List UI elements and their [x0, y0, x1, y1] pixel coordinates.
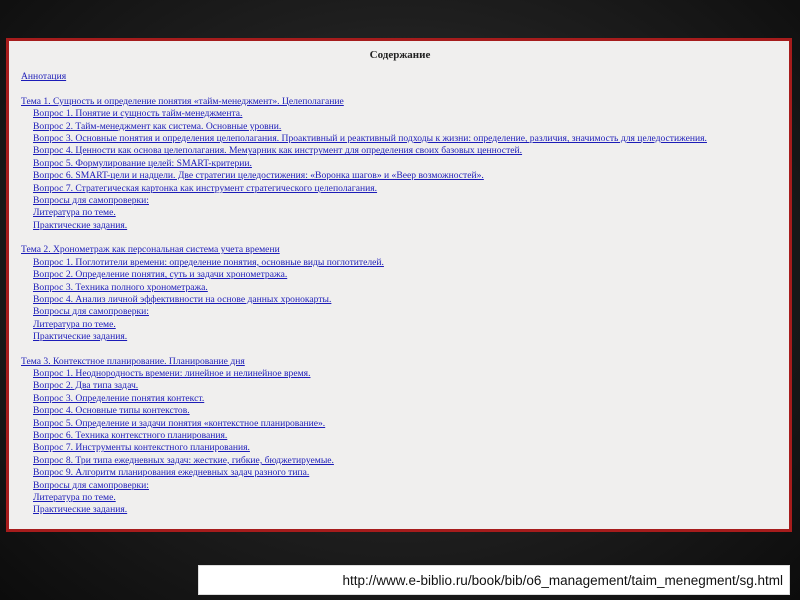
toc-item[interactable]: Литература по теме.	[33, 492, 116, 503]
toc-link-annotation[interactable]: Аннотация	[21, 71, 67, 83]
toc-item[interactable]: Вопрос 2. Тайм-менеджмент как система. Основные уровни.	[33, 120, 282, 132]
toc-item[interactable]: Вопрос 9. Алгоритм планирования ежедневных задач разного типа.	[33, 467, 310, 479]
toc-item[interactable]: Вопрос 2. Два типа задач.	[33, 380, 139, 392]
toc-item[interactable]: Вопрос 3. Техника полного хронометража.	[33, 281, 208, 293]
toc-item[interactable]: Вопрос 1. Поглотители времени: определение понятия, основные виды поглотителей.	[33, 256, 384, 268]
toc-item[interactable]: Вопрос 8. Три типа ежедневных задач: жесткие, гибкие, бюджетируемые.	[33, 454, 334, 466]
toc-item[interactable]: Вопрос 7. Инструменты контекстного планирования.	[33, 442, 250, 454]
toc-item[interactable]: Вопрос 4. Ценности как основа целеполагания. Мемуарник как инструмент для определения своих базовых ценностей.	[33, 145, 523, 157]
toc-item[interactable]: Вопрос 1. Неоднородность времени: линейное и нелинейное время.	[33, 367, 311, 379]
toc-item[interactable]: Вопросы для самопроверки:	[33, 479, 149, 491]
document-page	[9, 41, 789, 529]
toc-item[interactable]: Вопрос 4. Анализ личной эффективности на основе данных хронокарты.	[33, 293, 332, 305]
toc-item[interactable]: Вопрос 6. SMART-цели и надцели. Две стратегии целедостижения: «Воронка шагов» и «Веер возможностей».	[33, 170, 484, 182]
toc-item[interactable]: Вопрос 7. Стратегическая картонка как инструмент стратегического целеполагания.	[33, 182, 378, 194]
toc-section-2	[21, 244, 779, 343]
toc-item[interactable]: Практические задания.	[33, 219, 128, 231]
toc-section-heading[interactable]: Тема 2. Хронометраж как персональная система учета времени	[21, 244, 280, 256]
toc-item[interactable]: Вопрос 2. Определение понятия, суть и задачи хронометража.	[33, 269, 288, 281]
toc-section-heading[interactable]: Тема 1. Сущность и определение понятия «тайм-менеджмент». Целеполагание	[21, 95, 344, 107]
toc-section-1	[21, 96, 779, 232]
toc-item[interactable]: Вопросы для самопроверки:	[33, 306, 149, 318]
toc-item[interactable]: Вопрос 5. Формулирование целей: SMART-критерии.	[33, 157, 252, 169]
toc-item[interactable]: Практические задания.	[33, 504, 128, 516]
toc-item[interactable]: Литература по теме.	[33, 318, 116, 330]
toc-item[interactable]: Вопрос 4. Основные типы контекстов.	[33, 405, 190, 417]
document-frame	[6, 38, 792, 532]
toc-item[interactable]: Вопрос 3. Основные понятия и определения целеполагания. Проактивный и реактивный подходы к жизни: определение, различия, значимость для целедостижения.	[33, 133, 707, 145]
toc-section-3	[21, 356, 779, 517]
source-url-text: http://www.e-biblio.ru/book/bib/o6_management/taim_menegment/sg.html	[342, 572, 783, 588]
toc-item[interactable]: Вопросы для самопроверки:	[33, 195, 149, 207]
toc-section-heading[interactable]: Тема 3. Контекстное планирование. Планирование дня	[21, 355, 245, 367]
toc-item[interactable]: Вопрос 6. Техника контекстного планирования.	[33, 429, 228, 441]
toc-item[interactable]: Практические задания.	[33, 331, 128, 343]
source-url-box	[198, 565, 790, 595]
toc-item[interactable]: Вопрос 3. Определение понятия контекст.	[33, 392, 205, 404]
toc-item[interactable]: Вопрос 1. Понятие и сущность тайм-менеджмента.	[33, 108, 243, 120]
toc-item[interactable]: Вопрос 5. Определение и задачи понятия «контекстное планирование».	[33, 417, 326, 429]
page-title: Содержание	[369, 49, 431, 61]
toc-item[interactable]: Литература по теме.	[33, 207, 116, 219]
